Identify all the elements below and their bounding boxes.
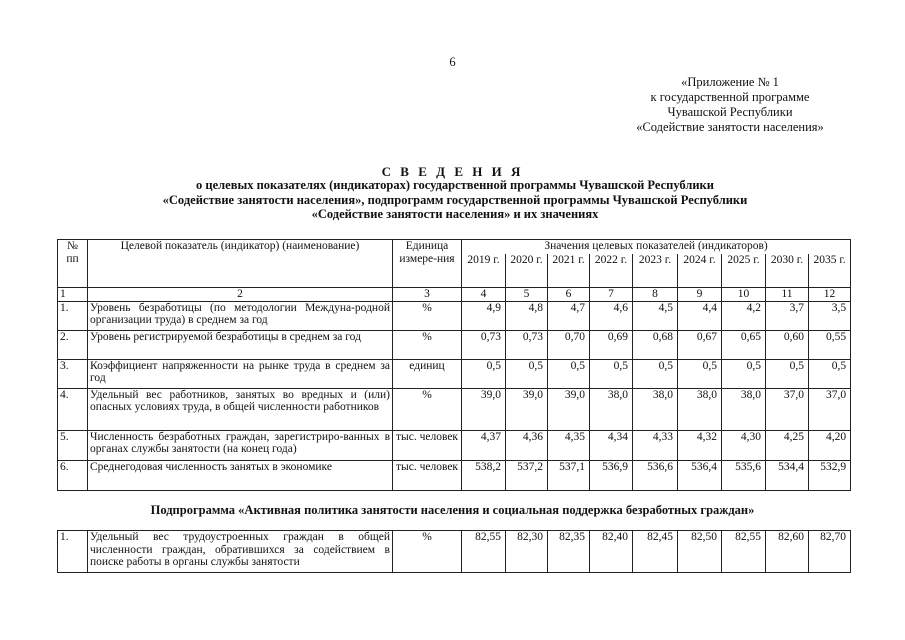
column-number: 12: [809, 288, 851, 302]
column-number: 6: [548, 288, 590, 302]
value-cell: 82,55: [462, 531, 506, 573]
value-cell: 82,60: [766, 531, 809, 573]
value-cell: 536,6: [633, 460, 678, 490]
table-row: [58, 330, 851, 359]
value-cell: 82,45: [633, 531, 678, 573]
value-cell: 0,73: [506, 330, 548, 359]
value-cell: 4,8: [506, 301, 548, 330]
unit-cell: тыс. человек: [393, 460, 462, 490]
value-cell: 0,5: [678, 359, 722, 388]
value-cell: 82,50: [678, 531, 722, 573]
value-cell: 538,2: [462, 460, 506, 490]
document-title: С В Е Д Е Н И Я: [381, 164, 524, 179]
table-row: [58, 388, 851, 430]
column-number: 11: [766, 288, 809, 302]
value-cell: 38,0: [722, 388, 766, 430]
value-cell: 0,5: [766, 359, 809, 388]
header-year: 2024 г.: [678, 254, 722, 288]
value-cell: 82,70: [809, 531, 851, 573]
unit-cell: %: [393, 388, 462, 430]
value-cell: 537,1: [548, 460, 590, 490]
indicator-name: Среднегодовая численность занятых в экономике: [88, 460, 393, 490]
row-number: 3.: [58, 359, 88, 388]
indicator-name: Удельный вес трудоустроенных граждан в общей численности граждан, обратившихся за содействием в поиске работы в органы службы занятости: [88, 531, 393, 573]
value-cell: 0,65: [722, 330, 766, 359]
subprogram-table: [57, 530, 851, 573]
value-cell: 4,37: [462, 430, 506, 460]
value-cell: 0,67: [678, 330, 722, 359]
value-cell: 4,35: [548, 430, 590, 460]
appendix-note: [600, 75, 860, 135]
value-cell: 0,5: [548, 359, 590, 388]
row-number: 1.: [58, 301, 88, 330]
header-year: 2025 г.: [722, 254, 766, 288]
column-number: 9: [678, 288, 722, 302]
table-row: [58, 359, 851, 388]
indicator-name: Уровень безработицы (по методологии Междуна-родной организации труда) в среднем за год: [88, 301, 393, 330]
value-cell: 82,55: [722, 531, 766, 573]
value-cell: 4,32: [678, 430, 722, 460]
indicator-name: Уровень регистрируемой безработицы в среднем за год: [88, 330, 393, 359]
page-number: 6: [449, 55, 456, 69]
table-row: [58, 531, 851, 573]
table-row: [58, 460, 851, 490]
table-row: [58, 301, 851, 330]
value-cell: 0,5: [506, 359, 548, 388]
value-cell: 4,20: [809, 430, 851, 460]
header-year: 2021 г.: [548, 254, 590, 288]
value-cell: 4,5: [633, 301, 678, 330]
unit-cell: %: [393, 531, 462, 573]
header-num: № пп: [58, 240, 88, 288]
column-number: 8: [633, 288, 678, 302]
value-cell: 0,70: [548, 330, 590, 359]
column-number: 10: [722, 288, 766, 302]
header-year: 2030 г.: [766, 254, 809, 288]
value-cell: 3,7: [766, 301, 809, 330]
value-cell: 0,5: [809, 359, 851, 388]
header-year: 2022 г.: [590, 254, 633, 288]
row-number: 6.: [58, 460, 88, 490]
value-cell: 0,5: [590, 359, 633, 388]
value-cell: 4,2: [722, 301, 766, 330]
value-cell: 536,4: [678, 460, 722, 490]
unit-cell: тыс. человек: [393, 430, 462, 460]
value-cell: 534,4: [766, 460, 809, 490]
value-cell: 4,33: [633, 430, 678, 460]
value-cell: 0,69: [590, 330, 633, 359]
value-cell: 4,7: [548, 301, 590, 330]
value-cell: 0,73: [462, 330, 506, 359]
appendix-line: «Приложение № 1: [681, 75, 779, 89]
column-number: 3: [393, 288, 462, 302]
appendix-line: «Содействие занятости населения»: [636, 120, 824, 134]
row-number: 2.: [58, 330, 88, 359]
value-cell: 537,2: [506, 460, 548, 490]
value-cell: 0,5: [462, 359, 506, 388]
indicator-name: Численность безработных граждан, зарегистриро-ванных в органах службы занятости (на конец года): [88, 430, 393, 460]
header-year: 2023 г.: [633, 254, 678, 288]
value-cell: 38,0: [633, 388, 678, 430]
value-cell: 0,5: [633, 359, 678, 388]
unit-cell: единиц: [393, 359, 462, 388]
value-cell: 39,0: [506, 388, 548, 430]
value-cell: 0,5: [722, 359, 766, 388]
row-number: 1.: [58, 531, 88, 573]
row-number: 5.: [58, 430, 88, 460]
value-cell: 4,9: [462, 301, 506, 330]
indicator-name: Удельный вес работников, занятых во вредных и (или) опасных условиях труда, в общей численности работников: [88, 388, 393, 430]
subtitle-line: «Содействие занятости населения», подпрограмм государственной программы Чувашской Республики: [162, 192, 748, 207]
row-number: 4.: [58, 388, 88, 430]
unit-cell: %: [393, 330, 462, 359]
value-cell: 37,0: [766, 388, 809, 430]
indicator-name: Коэффициент напряженности на рынке труда в среднем за год: [88, 359, 393, 388]
value-cell: 4,6: [590, 301, 633, 330]
value-cell: 82,30: [506, 531, 548, 573]
subprogram-title: Подпрограмма «Активная политика занятости населения и социальная поддержка безработных граждан»: [150, 503, 755, 517]
value-cell: 82,40: [590, 531, 633, 573]
subtitle-line: о целевых показателях (индикаторах) государственной программы Чувашской Республики: [196, 178, 714, 192]
header-year: 2019 г.: [462, 254, 506, 288]
value-cell: 532,9: [809, 460, 851, 490]
value-cell: 39,0: [548, 388, 590, 430]
header-unit: Единица измере-ния: [393, 240, 462, 288]
value-cell: 4,30: [722, 430, 766, 460]
value-cell: 4,36: [506, 430, 548, 460]
column-number: 4: [462, 288, 506, 302]
value-cell: 3,5: [809, 301, 851, 330]
value-cell: 39,0: [462, 388, 506, 430]
value-cell: 0,55: [809, 330, 851, 359]
header-indicator: Целевой показатель (индикатор) (наименование): [88, 240, 393, 288]
value-cell: 82,35: [548, 531, 590, 573]
value-cell: 0,60: [766, 330, 809, 359]
value-cell: 0,68: [633, 330, 678, 359]
indicators-table: [57, 239, 851, 491]
value-cell: 37,0: [809, 388, 851, 430]
column-number: 5: [506, 288, 548, 302]
header-values-group: Значения целевых показателей (индикаторов): [462, 240, 851, 254]
value-cell: 536,9: [590, 460, 633, 490]
table-row: [58, 430, 851, 460]
header-year: 2020 г.: [506, 254, 548, 288]
appendix-line: к государственной программе: [650, 90, 810, 104]
appendix-line: Чувашской Республики: [667, 105, 793, 119]
column-number: 1: [58, 288, 88, 302]
value-cell: 535,6: [722, 460, 766, 490]
value-cell: 4,34: [590, 430, 633, 460]
header-year: 2035 г.: [809, 254, 851, 288]
value-cell: 4,25: [766, 430, 809, 460]
column-number: 2: [88, 288, 393, 302]
column-number: 7: [590, 288, 633, 302]
subtitle-line: «Содействие занятости населения» и их значениях: [311, 207, 599, 221]
unit-cell: %: [393, 301, 462, 330]
value-cell: 38,0: [590, 388, 633, 430]
value-cell: 4,4: [678, 301, 722, 330]
document-subtitle: [60, 178, 850, 222]
value-cell: 38,0: [678, 388, 722, 430]
